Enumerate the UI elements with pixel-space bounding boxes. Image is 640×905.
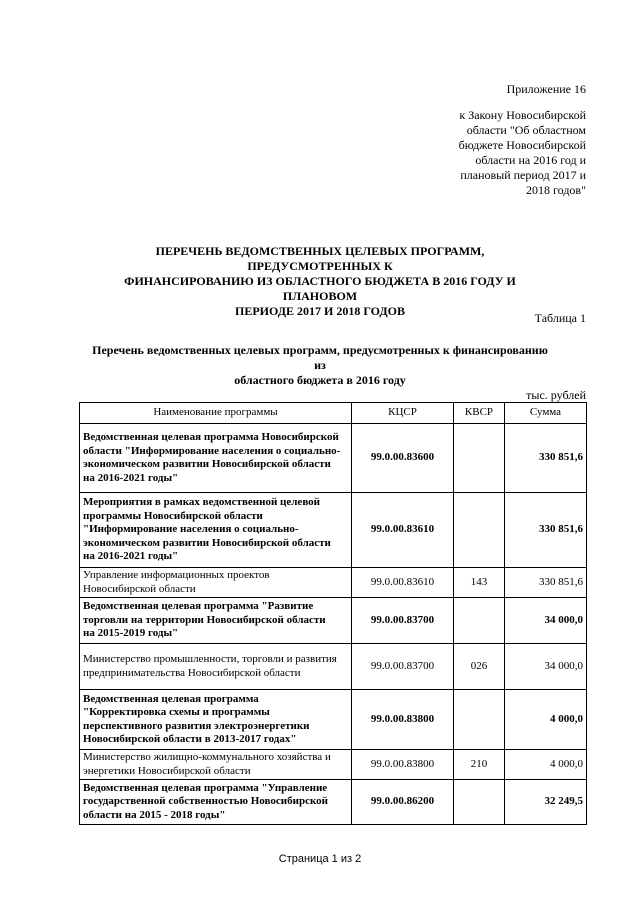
kcsr-cell: 99.0.00.83610 bbox=[352, 493, 454, 568]
subtitle-line: Перечень ведомственных целевых программ, предусмотренных к финансированию из bbox=[92, 343, 548, 372]
kvsr-cell bbox=[454, 424, 505, 493]
header-kcsr: КЦСР bbox=[352, 403, 454, 424]
program-name-cell bbox=[80, 750, 352, 780]
table-row bbox=[80, 493, 587, 568]
program-name-cell bbox=[80, 568, 352, 598]
program-name-line: области "Информирование населения о социально- bbox=[83, 444, 341, 457]
program-name-line: экономическом развитии Новосибирской области bbox=[83, 536, 331, 549]
kcsr-cell: 99.0.00.83800 bbox=[352, 690, 454, 750]
program-name-line: Мероприятия в рамках ведомственной целевой bbox=[83, 496, 321, 509]
table-row bbox=[80, 644, 587, 690]
table-row bbox=[80, 598, 587, 644]
law-reference-line: бюджете Новосибирской bbox=[458, 138, 586, 152]
unit-label: тыс. рублей bbox=[526, 388, 586, 402]
program-name-line: Министерство промышленности, торговли и развития bbox=[83, 653, 337, 665]
sum-cell: 330 851,6 bbox=[505, 568, 587, 598]
law-reference-line: области "Об областном bbox=[466, 123, 586, 137]
table-row bbox=[80, 780, 587, 825]
kvsr-cell: 143 bbox=[454, 568, 505, 598]
program-name-line: энергетики Новосибирской области bbox=[83, 764, 251, 777]
sum-cell: 4 000,0 bbox=[505, 690, 587, 750]
table-row bbox=[80, 568, 587, 598]
program-name-line: Новосибирской области в 2013-2017 годах" bbox=[83, 733, 297, 745]
kvsr-cell bbox=[454, 493, 505, 568]
program-name-line: Ведомственная целевая программа bbox=[83, 692, 259, 705]
program-name-line: Новосибирской области bbox=[83, 582, 196, 595]
header-kvsr: КВСР bbox=[454, 403, 505, 424]
table-row bbox=[80, 750, 587, 780]
kcsr-cell: 99.0.00.83610 bbox=[352, 568, 454, 598]
program-name-cell bbox=[80, 644, 352, 690]
kvsr-cell: 210 bbox=[454, 750, 505, 780]
kcsr-cell: 99.0.00.83600 bbox=[352, 424, 454, 493]
kcsr-cell: 99.0.00.83700 bbox=[352, 598, 454, 644]
page-footer: Страница 1 из 2 bbox=[278, 853, 362, 865]
sum-cell: 330 851,6 bbox=[505, 424, 587, 493]
kcsr-cell: 99.0.00.86200 bbox=[352, 780, 454, 825]
program-name-line: перспективного развития электроэнергетики bbox=[83, 719, 310, 732]
sum-cell: 330 851,6 bbox=[505, 493, 587, 568]
subtitle-line: областного бюджета в 2016 году bbox=[234, 373, 406, 387]
kvsr-cell bbox=[454, 690, 505, 750]
kvsr-cell bbox=[454, 780, 505, 825]
sum-cell: 34 000,0 bbox=[505, 598, 587, 644]
program-name-line: программы Новосибирской области bbox=[83, 509, 263, 522]
program-name-line: государственной собственностью Новосибирской bbox=[83, 795, 328, 808]
title-line: ПЕРЕЧЕНЬ ВЕДОМСТВЕННЫХ ЦЕЛЕВЫХ ПРОГРАММ, ПРЕДУСМОТРЕННЫХ К bbox=[155, 244, 485, 273]
appendix-label: Приложение 16 bbox=[506, 82, 586, 96]
law-reference-line: области на 2016 год и bbox=[475, 153, 586, 167]
program-name-cell bbox=[80, 598, 352, 644]
table-number: Таблица 1 bbox=[534, 311, 586, 325]
program-name-line: предпринимательства Новосибирской области bbox=[83, 666, 301, 679]
sum-cell: 32 249,5 bbox=[505, 780, 587, 825]
program-name-line: на 2016-2021 годы" bbox=[83, 550, 179, 563]
sum-cell: 34 000,0 bbox=[505, 644, 587, 690]
law-reference-line: плановый период 2017 и bbox=[460, 168, 586, 182]
program-name-cell bbox=[80, 780, 352, 825]
program-name-line: Управление информационных проектов bbox=[83, 569, 270, 581]
table-row bbox=[80, 690, 587, 750]
law-reference-line: к Закону Новосибирской bbox=[459, 108, 586, 122]
law-reference bbox=[440, 108, 586, 198]
law-reference-line: 2018 годов" bbox=[526, 183, 586, 197]
table-header-row bbox=[80, 403, 587, 424]
title-line: ПЕРИОДЕ 2017 И 2018 ГОДОВ bbox=[235, 304, 405, 318]
programs-table bbox=[79, 402, 587, 825]
program-name-line: Министерство жилищно-коммунального хозяйства и bbox=[83, 751, 331, 763]
table-subtitle bbox=[90, 343, 550, 388]
program-name-cell bbox=[80, 424, 352, 493]
program-name-line: области на 2015 - 2018 годы" bbox=[83, 808, 226, 821]
document-title bbox=[88, 244, 552, 319]
header-name: Наименование программы bbox=[80, 403, 352, 424]
program-name-line: Ведомственная целевая программа Новосибирской bbox=[83, 431, 339, 443]
kcsr-cell: 99.0.00.83700 bbox=[352, 644, 454, 690]
header-sum: Сумма bbox=[505, 403, 587, 424]
program-name-line: "Информирование населения о социально- bbox=[83, 523, 299, 536]
title-line: ФИНАНСИРОВАНИЮ ИЗ ОБЛАСТНОГО БЮДЖЕТА В 2016 ГОДУ И ПЛАНОВОМ bbox=[124, 274, 516, 303]
program-name-cell bbox=[80, 690, 352, 750]
sum-cell: 4 000,0 bbox=[505, 750, 587, 780]
kcsr-cell: 99.0.00.83800 bbox=[352, 750, 454, 780]
program-name-line: Ведомственная целевая программа "Управление bbox=[83, 781, 328, 794]
program-name-line: "Корректировка схемы и программы bbox=[83, 706, 270, 718]
program-name-line: Ведомственная целевая программа "Развитие bbox=[83, 600, 314, 613]
kvsr-cell bbox=[454, 598, 505, 644]
program-name-line: экономическом развитии Новосибирской области bbox=[83, 458, 331, 470]
program-name-line: на 2016-2021 годы" bbox=[83, 471, 179, 484]
program-name-line: на 2015-2019 годы" bbox=[83, 627, 179, 640]
program-name-cell bbox=[80, 493, 352, 568]
program-name-line: торговли на территории Новосибирской области bbox=[83, 613, 326, 626]
kvsr-cell: 026 bbox=[454, 644, 505, 690]
table-row bbox=[80, 424, 587, 493]
